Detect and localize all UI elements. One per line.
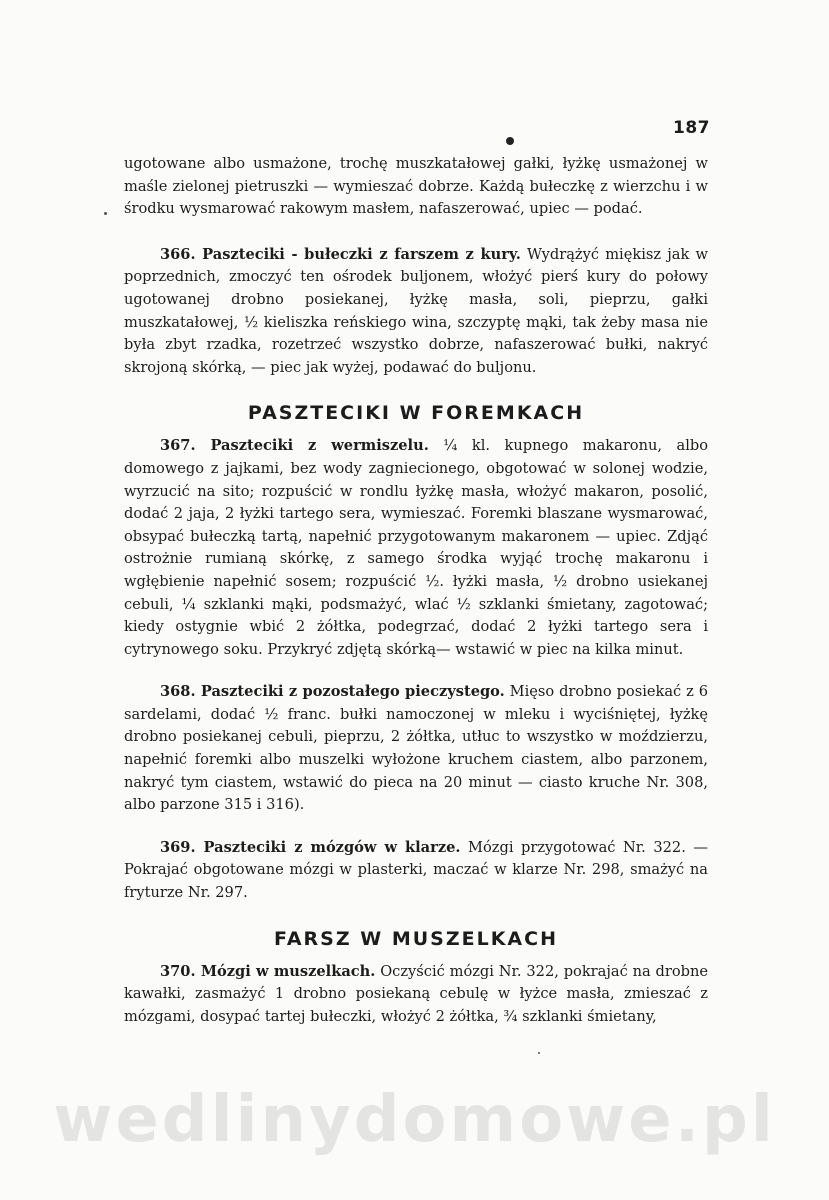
recipe-369 (124, 837, 708, 905)
print-speck (538, 1052, 540, 1054)
page-number: 187 (673, 118, 710, 138)
recipe-370-body: Oczyścić mózgi Nr. 322, pokrajać na drobne kawałki, zasmażyć 1 drobno posiekaną cebulę w łyżce masła, zmieszać z mózgami, dosypać tartej bułeczki, włożyć 2 żółtka, ¾ szklanki śmietany, (124, 962, 708, 1025)
recipe-366 (124, 244, 708, 380)
recipe-368-title: 368. Paszteciki z pozostałego pieczystego. (160, 683, 505, 701)
print-dot-mark (506, 137, 514, 145)
recipe-366-body: Wydrążyć miękisz jak w poprzednich, zmoczyć ten ośrodek buljonem, włożyć pierś kury do połowy ugotowanej drobno posiekanej, łyżkę masła, soli, pieprzu, gałki muszkatałowej, ½ kieliszka reńskiego wina, szczyptę mąki, tak żeby masa nie była zbyt rzadka, rozetrzeć wszystko dobrze, nafaszerować bułki, nakryć skrojoną skórką, — piec jak wyżej, podawać do buljonu. (124, 245, 708, 376)
recipe-366-title: 366. Paszteciki - bułeczki z farszem z kury. (160, 245, 521, 263)
continued-paragraph: ugotowane albo usmażone, trochę muszkatałowej gałki, łyżkę usmażonej w maśle zielonej pietruszki — wymieszać dobrze. Każdą bułeczkę z wierzchu i w środku wysmarować rakowym masłem, nafaszerować, upiec — podać. (124, 155, 708, 218)
recipe-370 (124, 961, 708, 1029)
recipe-369-body: Mózgi przygotować Nr. 322. — Pokrajać obgotowane mózgi w plasterki, maczać w klarze Nr. 298, smażyć na fryturze Nr. 297. (124, 838, 709, 902)
recipe-367-title: 367. Paszteciki z wermiszelu. (160, 437, 429, 455)
print-speck (104, 212, 107, 215)
page-content (124, 153, 708, 1048)
recipe-367 (124, 435, 708, 661)
recipe-369-title: 369. Paszteciki z mózgów w klarze. (160, 838, 461, 856)
recipe-367-body: ¼ kl. kupnego makaronu, albo domowego z jajkami, bez wody zagniecionego, obgotować w solonej wodzie, wyrzucić na sito; rozpuścić w rondlu łyżkę masła, włożyć makaron, posolić, dodać 2 jaja, 2 łyżki tartego sera, wymieszać. Foremki blaszane wysmarować, obsypać bułeczką tartą, napełnić przygotowanym makaronem — upiec. Zdjąć ostrożnie rumianą skórkę, z samego środka wyjąć trochę makaronu i wgłębienie napełnić sosem; rozpuścić ½. łyżki masła, ½ drobno usiekanej cebuli, ¼ szklanki mąki, podsmażyć, wlać ½ szklanki śmietany, zagotować; kiedy ostygnie wbić 2 żółtka, podegrzać, dodać 2 łyżki tartego sera i cytrynowego soku. Przykryć zdjętą skórką— wstawić w piec na kilka minut. (124, 437, 709, 658)
section-heading-paszteciki: PASZTECIKI W FOREMKACH (247, 402, 585, 425)
recipe-370-title: 370. Mózgi w muszelkach. (160, 962, 376, 980)
recipe-368 (124, 681, 708, 817)
site-watermark: wedlinydomowe.pl (53, 1083, 776, 1157)
section-heading-farsz: FARSZ W MUSZELKACH (274, 927, 558, 950)
recipe-368-body: Mięso drobno posiekać z 6 sardelami, dodać ½ franc. bułki namoczonej w mleku i wyciśniętej, łyżkę drobno posiekanej cebuli, pieprzu, 2 żółtka, utłuc to wszystko w moździerzu, napełnić foremki albo muszelki wyłożone kruchem ciastem, albo parzonem, nakryć tym ciastem, wstawić do pieca na 20 minut — ciasto kruche Nr. 308, albo parzone 315 i 316). (124, 683, 708, 814)
